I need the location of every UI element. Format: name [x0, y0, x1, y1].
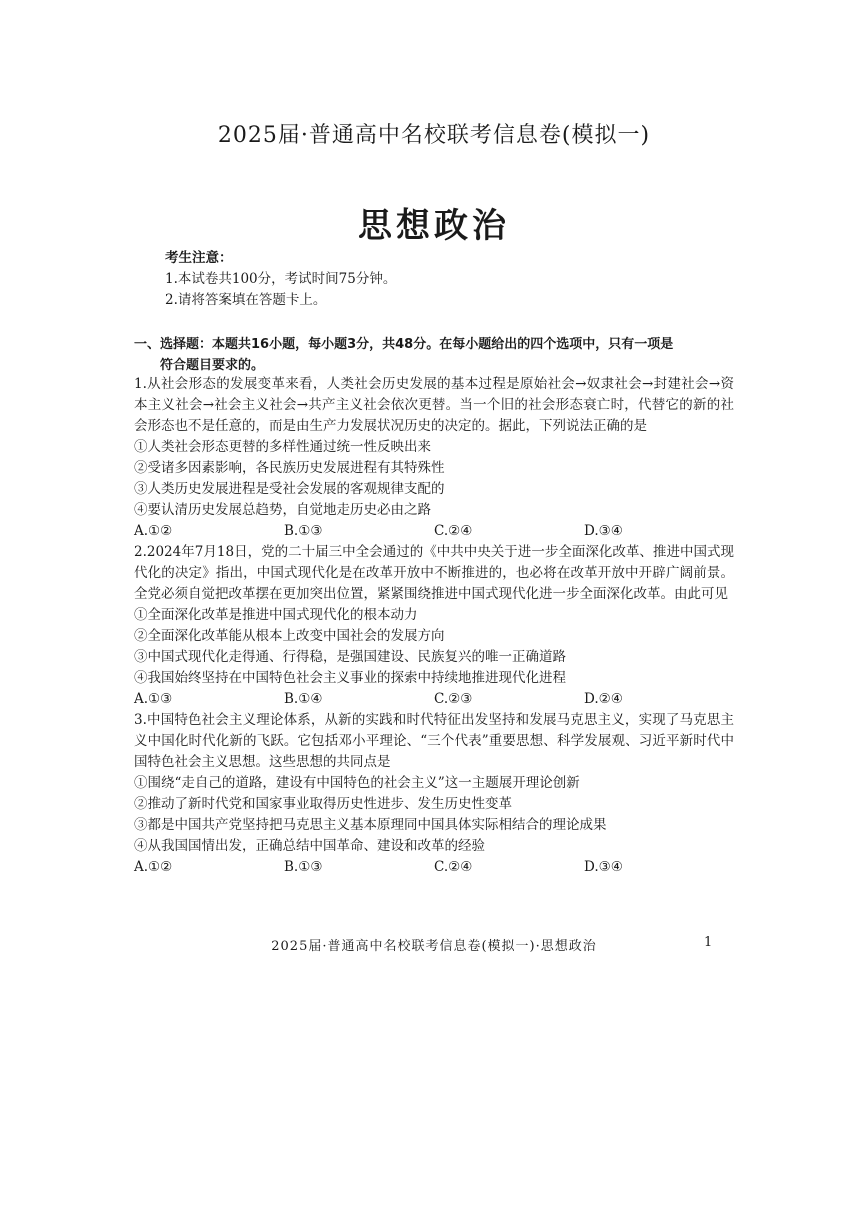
- question-stem: 3.中国特色社会主义理论体系，从新的实践和时代特征出发坚持和发展马克思主义，实现了马克思主义中国化时代化新的飞跃。它包括邓小平理论、“三个代表”重要思想、科学发展观、习近平新时代中国特色社会主义思想。这些思想的共同点是: [134, 712, 734, 770]
- choice-a: A.①③: [134, 691, 173, 707]
- choice-d: D.③④: [584, 523, 623, 539]
- exam-header-title: 2025届·普通高中名校联考信息卷(模拟一): [217, 123, 651, 148]
- choice-b: B.①③: [284, 859, 323, 875]
- statement-option: ①人类社会形态更替的多样性通过统一性反映出来: [134, 439, 431, 455]
- choice-a: A.①②: [134, 859, 173, 875]
- choice-c: C.②④: [434, 859, 473, 875]
- statement-option: ②全面深化改革能从根本上改变中国社会的发展方向: [134, 628, 445, 644]
- question-2: [134, 542, 734, 710]
- choice-a: A.①②: [134, 523, 173, 539]
- question-stem: 2.2024年7月18日，党的二十届三中全会通过的《中共中央关于进一步全面深化改革、推进中国式现代化的决定》指出，中国式现代化是在改革开放中不断推进的，也必将在改革开放中开辟广阔前景。全党必须自觉把改革摆在更加突出位置，紧紧围绕推进中国式现代化进一步全面深化改革。由此可见: [134, 544, 734, 602]
- statement-option: ③人类历史发展进程是受社会发展的客观规律支配的: [134, 481, 445, 497]
- question-stem: 1.从社会形态的发展变革来看，人类社会历史发展的基本过程是原始社会→奴隶社会→封建社会→资本主义社会→社会主义社会→共产主义社会依次更替。当一个旧的社会形态衰亡时，代替它的新的社会形态也不是任意的，而是由生产力发展状况历史的决定的。据此，下列说法正确的是: [134, 376, 734, 434]
- section-line-2: 符合题目要求的。: [160, 358, 265, 373]
- statement-option: ③都是中国共产党坚持把马克思主义基本原理同中国具体实际相结合的理论成果: [134, 817, 607, 833]
- statement-option: ③中国式现代化走得通、行得稳，是强国建设、民族复兴的唯一正确道路: [134, 649, 566, 665]
- statement-option: ④从我国国情出发，正确总结中国革命、建设和改革的经验: [134, 838, 485, 854]
- choice-d: D.②④: [584, 691, 623, 707]
- candidate-notice: [165, 248, 396, 311]
- statement-option: ②受诸多因素影响，各民族历史发展进程有其特殊性: [134, 460, 445, 476]
- notice-item: 1.本试卷共100分，考试时间75分钟。: [165, 271, 397, 287]
- section-heading: [134, 334, 734, 376]
- choice-b: B.①④: [284, 691, 323, 707]
- notice-heading: 考生注意：: [165, 250, 233, 266]
- choice-c: C.②④: [434, 523, 473, 539]
- choice-b: B.①③: [284, 523, 323, 539]
- section-line-1: 一、选择题：本题共16小题，每小题3分，共48分。在每小题给出的四个选项中，只有一项是: [134, 337, 674, 352]
- page-footer: 2025届·普通高中名校联考信息卷(模拟一)·思想政治: [271, 939, 597, 954]
- statement-option: ④我国始终坚持在中国特色社会主义事业的探索中持续地推进现代化进程: [134, 670, 566, 686]
- notice-item: 2.请将答案填在答题卡上。: [165, 292, 327, 308]
- statement-option: ②推动了新时代党和国家事业取得历史性进步、发生历史性变革: [134, 796, 512, 812]
- question-3: [134, 710, 734, 878]
- answer-choices: [134, 521, 734, 542]
- answer-choices: [134, 689, 734, 710]
- page-number: 1: [704, 935, 713, 950]
- question-1: [134, 374, 734, 542]
- statement-option: ①全面深化改革是推进中国式现代化的根本动力: [134, 607, 418, 623]
- subject-title: 思想政治: [358, 206, 510, 246]
- questions: [134, 374, 734, 878]
- choice-d: D.③④: [584, 859, 623, 875]
- statement-option: ④要认清历史发展总趋势，自觉地走历史必由之路: [134, 502, 431, 518]
- answer-choices: [134, 857, 734, 878]
- statement-option: ①围绕“走自己的道路，建设有中国特色的社会主义”这一主题展开理论创新: [134, 775, 580, 791]
- choice-c: C.②③: [434, 691, 473, 707]
